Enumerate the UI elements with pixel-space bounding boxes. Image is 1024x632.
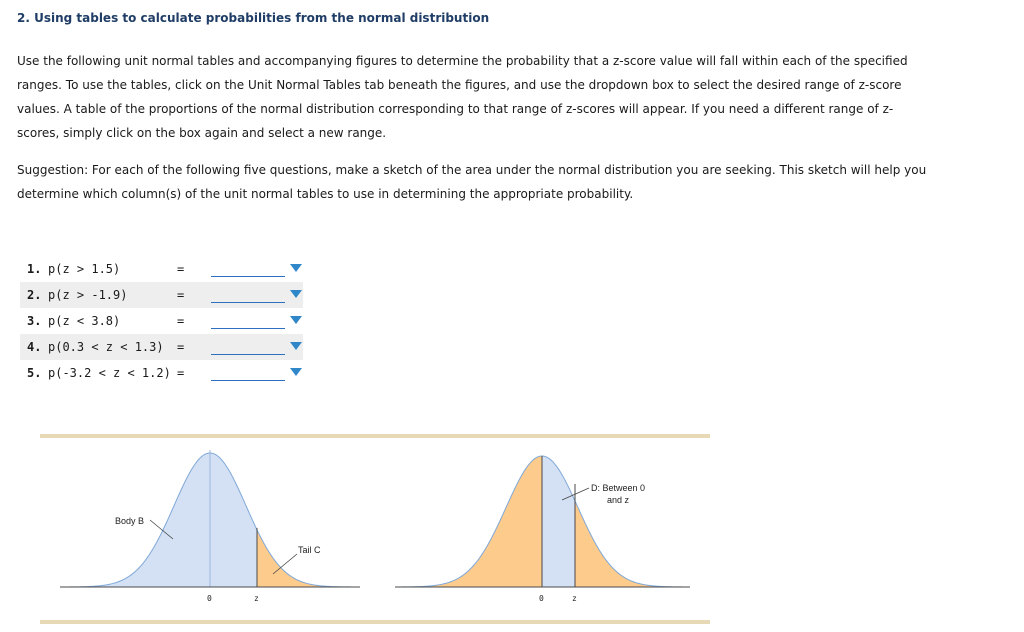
suggestion-paragraph: Suggestion: For each of the following five questions, make a sketch of the area under the normal distribution you are seeking. This sketch will help you determine which column(s) of the unit normal tables to use in determining the appropriate probability. xyxy=(17,163,927,201)
instructions-paragraph: Use the following unit normal tables and accompanying figures to determine the probability that a z-score value will fall within each of the specified ranges. To use the tables, click on the Unit Normal Tables tab beneath the figures, and use the dropdown box to select the desired range of z-score values. A table of the proportions of the normal distribution corresponding to that range of z-scores will appear. If you need a different range of z-scores, simply click on the box again and select a new range. xyxy=(17,54,908,140)
equals-sign: = xyxy=(177,288,185,302)
equals-sign: = xyxy=(177,366,185,380)
dropdown-arrow-icon[interactable] xyxy=(290,290,302,298)
question-row-1 xyxy=(20,256,303,282)
dropdown-arrow-icon[interactable] xyxy=(290,264,302,272)
between-label-line1: D: Between 0 xyxy=(591,483,646,493)
question-text: p(z > 1.5) xyxy=(48,262,121,276)
figure-bottom-rule xyxy=(40,620,710,624)
question-heading: 2. Using tables to calculate probabilities from the normal distribution xyxy=(17,11,490,25)
question-text: p(z > -1.9) xyxy=(48,288,128,302)
right-zero-tick: 0 xyxy=(539,594,544,603)
question-row-5 xyxy=(20,360,303,386)
answer-dropdown-2[interactable] xyxy=(211,290,285,303)
question-row-3 xyxy=(20,308,303,334)
left-tail-area xyxy=(257,530,360,587)
right-left-tail-area xyxy=(395,456,542,587)
left-zero-tick: 0 xyxy=(207,594,212,603)
answer-dropdown-1[interactable] xyxy=(211,264,285,277)
body-b-label: Body B xyxy=(115,516,145,526)
question-row-4 xyxy=(20,334,303,360)
answer-dropdown-5[interactable] xyxy=(211,368,285,381)
right-right-tail-area xyxy=(575,501,690,587)
question-number: 5. xyxy=(27,366,42,380)
equals-sign: = xyxy=(177,262,185,276)
normal-distribution-figures xyxy=(40,440,710,615)
figure-top-rule xyxy=(40,434,710,438)
question-number: 1. xyxy=(27,262,42,276)
question-row-2 xyxy=(20,282,303,308)
answer-dropdown-3[interactable] xyxy=(211,316,285,329)
answer-dropdown-4[interactable] xyxy=(211,342,285,355)
dropdown-arrow-icon[interactable] xyxy=(290,316,302,324)
dropdown-arrow-icon[interactable] xyxy=(290,342,302,350)
question-text: p(z < 3.8) xyxy=(48,314,121,328)
dropdown-arrow-icon[interactable] xyxy=(290,368,302,376)
question-number: 4. xyxy=(27,340,42,354)
question-text: p(-3.2 < z < 1.2) xyxy=(48,366,171,380)
equals-sign: = xyxy=(177,340,185,354)
right-between-area xyxy=(542,456,575,587)
question-list xyxy=(20,256,303,386)
left-body-area xyxy=(60,453,257,587)
question-number: 3. xyxy=(27,314,42,328)
question-text: p(0.3 < z < 1.3) xyxy=(48,340,164,354)
tail-c-label: Tail C xyxy=(298,545,321,555)
between-label-line2: and z xyxy=(607,495,630,505)
right-z-tick: z xyxy=(572,594,577,603)
question-number: 2. xyxy=(27,288,42,302)
equals-sign: = xyxy=(177,314,185,328)
left-z-tick: z xyxy=(254,594,259,603)
